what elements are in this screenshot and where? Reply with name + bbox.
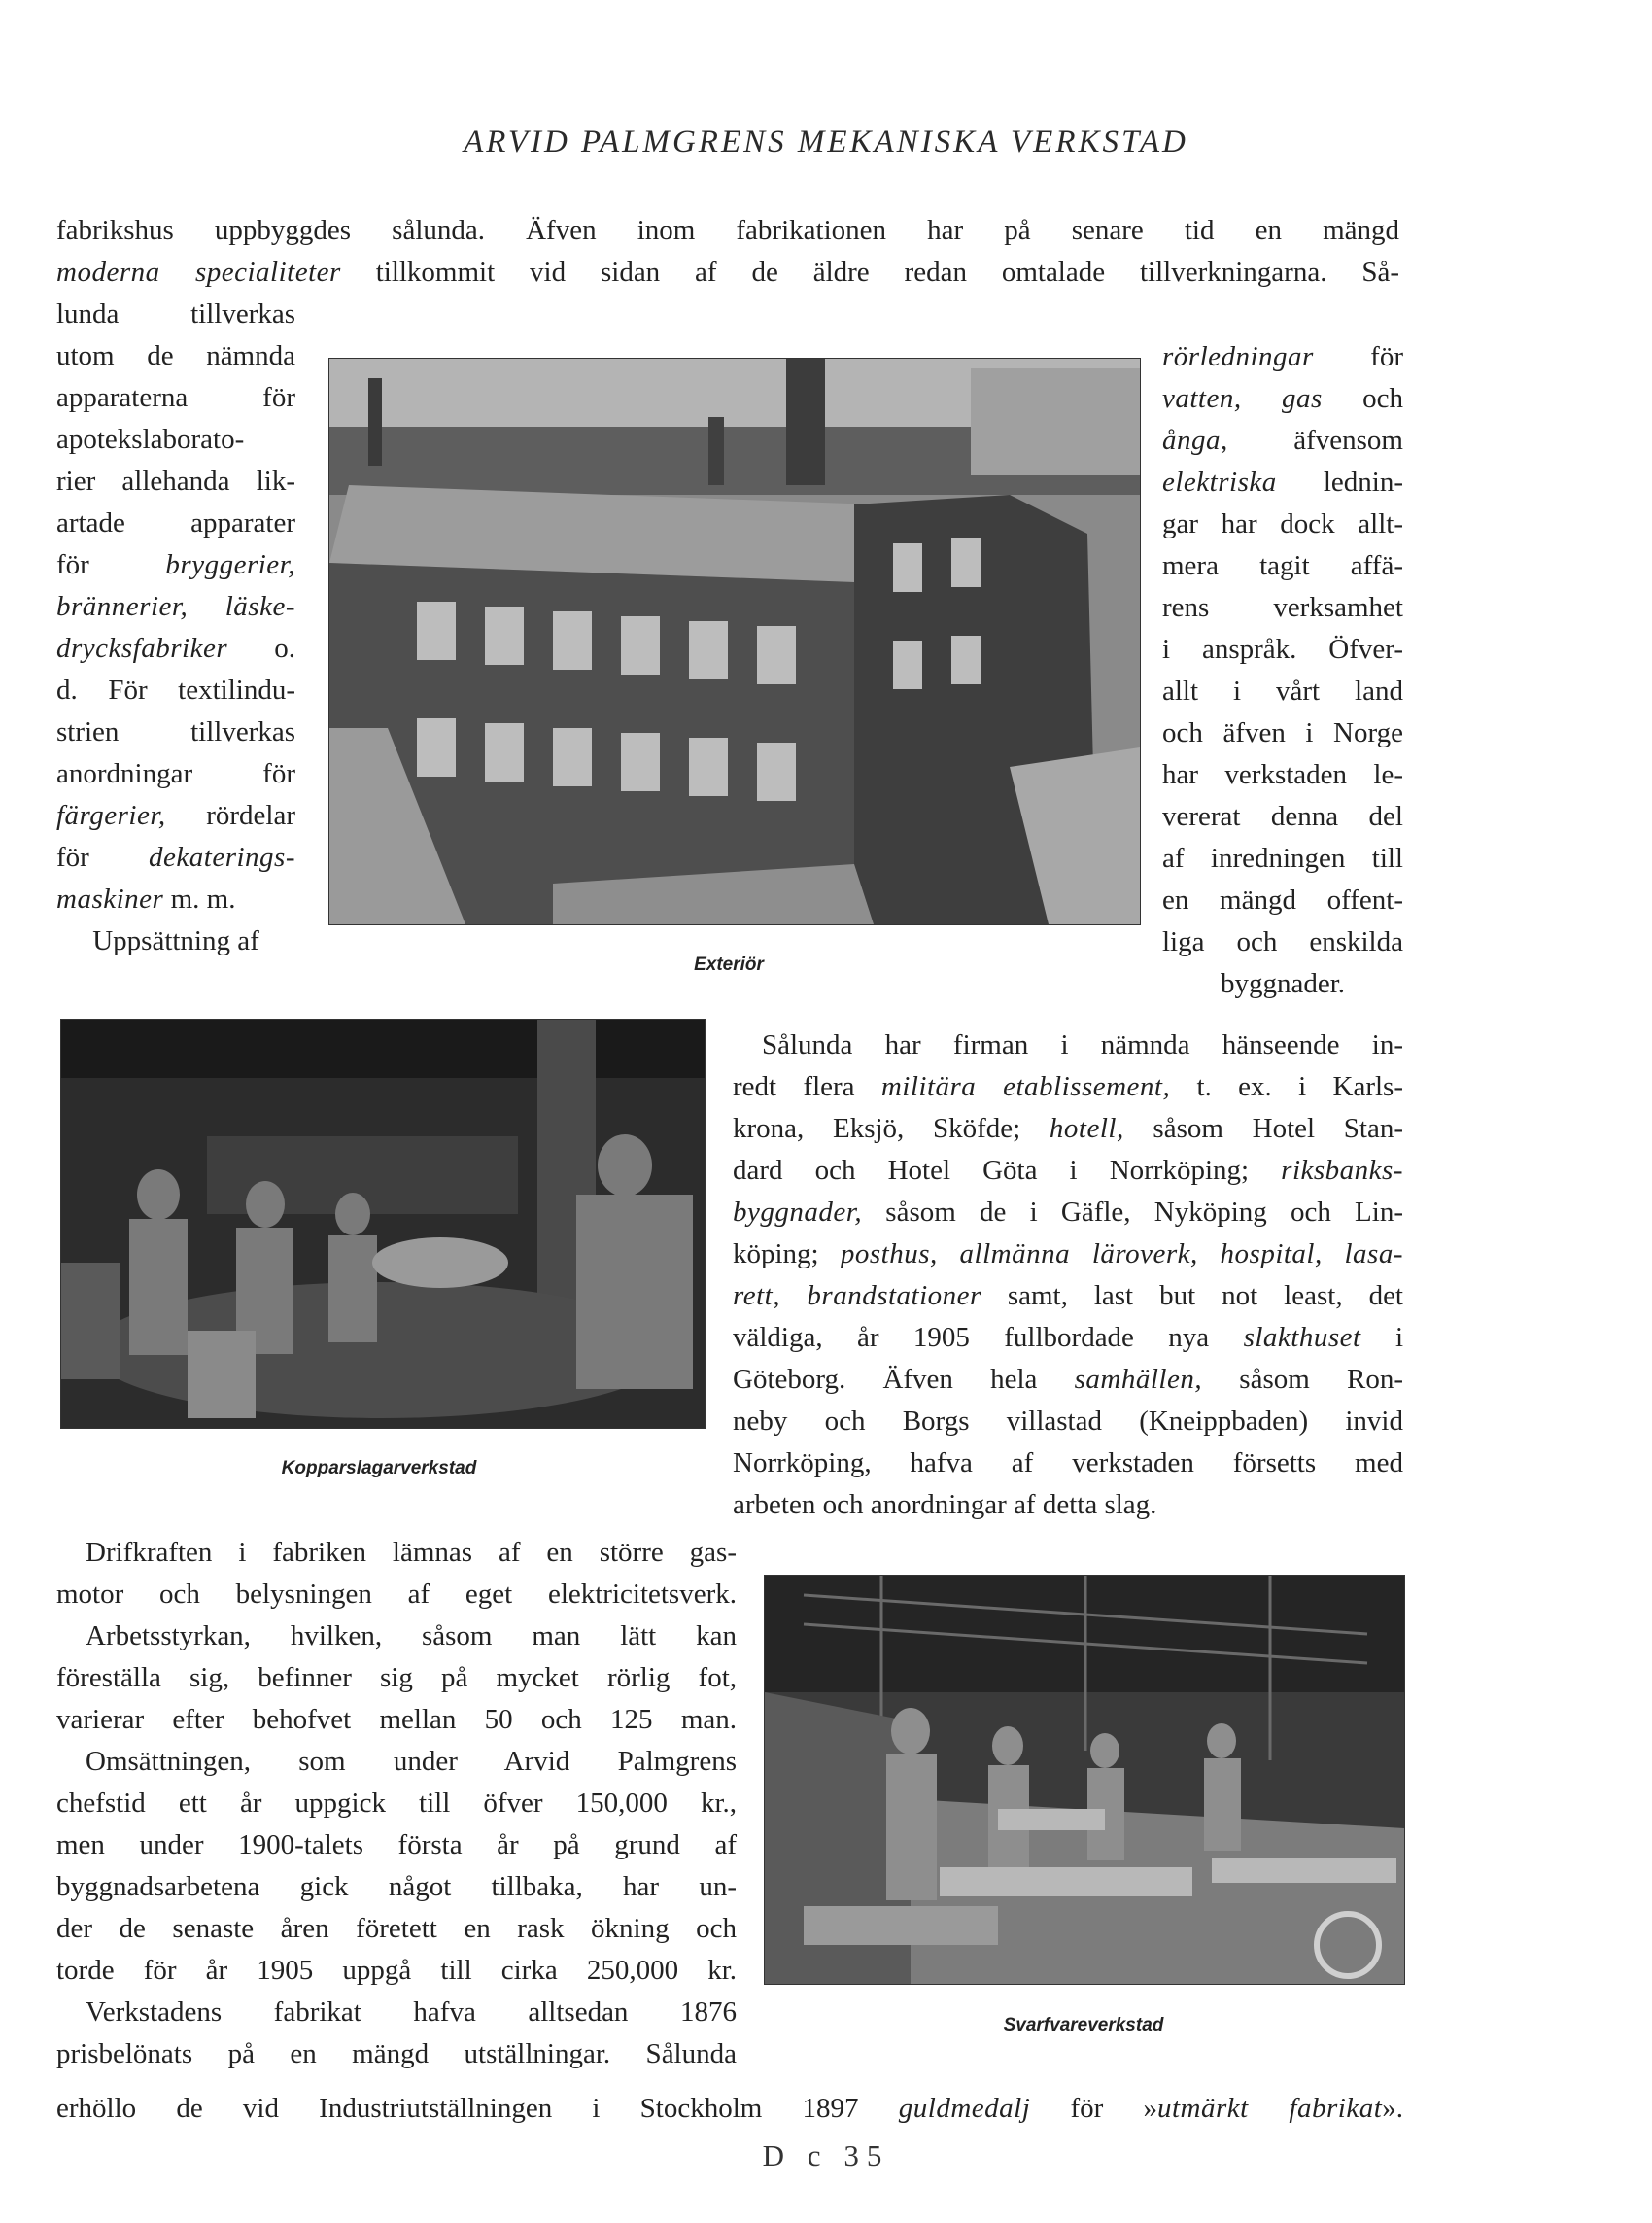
emphasis: drycksfabriker xyxy=(56,633,228,664)
final-line xyxy=(56,2088,1403,2130)
text-line: rörledningar för xyxy=(1162,341,1403,372)
emphasis: guldmedalj xyxy=(898,2093,1031,2124)
text-line: lunda tillverkas xyxy=(56,298,295,330)
text-line: artade apparater xyxy=(56,507,295,538)
text-line: Arbetsstyrkan, hvilken, såsom man lätt kan xyxy=(86,1620,737,1651)
text-line: liga och enskilda xyxy=(1162,926,1403,957)
text-line: apparaterna för xyxy=(56,382,295,413)
emphasis: vatten, xyxy=(1162,383,1242,414)
text-line: för dekaterings- xyxy=(56,842,295,873)
copper-workshop-photo xyxy=(60,1019,706,1429)
exterior-photo xyxy=(328,358,1141,925)
exterior-photo-art xyxy=(329,359,1140,924)
text-line: chefstid ett år uppgick till öfver 150,000 kr., xyxy=(56,1788,737,1819)
text-line: och äfven i Norge xyxy=(1162,717,1403,748)
text-line: Verkstadens fabrikat hafva alltsedan 1876 xyxy=(86,1997,737,2028)
intro-paragraph xyxy=(56,210,1399,294)
emphasis: slakthuset xyxy=(1243,1322,1361,1353)
text-line: allt i vårt land xyxy=(1162,676,1403,707)
emphasis: militära etablissement, xyxy=(880,1071,1171,1102)
emphasis: dekaterings- xyxy=(149,842,295,873)
text-line: rier allehanda lik- xyxy=(56,466,295,497)
text-line: gar har dock allt- xyxy=(1162,508,1403,539)
emphasis: moderna specialiteter xyxy=(56,257,341,288)
text-line: d. För textilindu- xyxy=(56,675,295,706)
text-line: byggnader, såsom de i Gäfle, Nyköping och Lin- xyxy=(733,1197,1403,1228)
emphasis: samhällen, xyxy=(1074,1364,1203,1395)
text-line: dard och Hotel Göta i Norrköping; riksbanks- xyxy=(733,1155,1403,1186)
emphasis: utmärkt fabrikat xyxy=(1157,2093,1383,2124)
text-line: anordningar för xyxy=(56,758,295,789)
text-line: rens verksamhet xyxy=(1162,592,1403,623)
emphasis: läske- xyxy=(224,591,295,622)
emphasis: posthus, allmänna läroverk, hospital, lasa- xyxy=(840,1238,1404,1269)
text-line: byggnader. xyxy=(1220,968,1346,999)
text-line: mera tagit affä- xyxy=(1162,550,1403,581)
text-line: men under 1900-talets första år på grund af xyxy=(56,1829,737,1860)
text-line: färgerier, rördelar xyxy=(56,800,295,831)
emphasis: färgerier, xyxy=(56,800,166,831)
emphasis: ånga, xyxy=(1162,425,1228,456)
copper-workshop-caption: Kopparslagarverkstad xyxy=(281,1458,477,1478)
text-line: Norrköping, hafva af verkstaden försetts med xyxy=(733,1447,1403,1478)
lathe-workshop-photo-art xyxy=(765,1576,1404,1984)
emphasis: byggnader, xyxy=(733,1197,863,1228)
text-line: apotekslaborato- xyxy=(56,424,245,455)
text-line: arbeten och anordningar af detta slag. xyxy=(733,1489,1157,1520)
text-line: Uppsättning af xyxy=(92,925,259,956)
emphasis: hotell, xyxy=(1049,1113,1124,1144)
copper-workshop-photo-art xyxy=(61,1020,705,1428)
text-line: rett, brandstationer samt, last but not least, det xyxy=(733,1280,1403,1311)
text-line: köping; posthus, allmänna läroverk, hospital, lasa- xyxy=(733,1238,1404,1269)
text-line: redt flera militära etablissement, t. ex. i Karls- xyxy=(733,1071,1403,1102)
emphasis: brännerier, xyxy=(56,591,189,622)
lower-column-text xyxy=(56,1532,737,2075)
text-line: Sålunda har firman i nämnda hänseende in- xyxy=(762,1029,1403,1060)
text-line: maskiner m. m. xyxy=(56,884,236,915)
text-line: torde för år 1905 uppgå till cirka 250,000 kr. xyxy=(56,1955,737,1986)
text-line: byggnadsarbetena gick något tillbaka, har un- xyxy=(56,1871,737,1902)
text-line: moderna specialiteter tillkommit vid sidan af de äldre redan omtalade tillverkningarna. Så- xyxy=(56,257,1399,288)
text-line: neby och Borgs villastad (Kneippbaden) invid xyxy=(733,1406,1403,1437)
text-line: drycksfabriker o. xyxy=(56,633,295,664)
text-line xyxy=(56,586,295,628)
text-line: der de senaste åren företett en rask ökning och xyxy=(56,1913,737,1944)
exterior-caption: Exteriör xyxy=(694,955,764,975)
left-column-text xyxy=(56,294,295,962)
text-line: fabrikshus uppbyggdes sålunda. Äfven inom fabrikationen har på senare tid en mängd xyxy=(56,215,1399,246)
running-header: ARVID PALMGRENS MEKANISKA VERKSTAD xyxy=(464,124,1188,159)
emphasis: elektriska xyxy=(1162,467,1277,498)
text-line: vererat denna del xyxy=(1162,801,1403,832)
text-line: varierar efter behofvet mellan 50 och 125 man. xyxy=(56,1704,737,1735)
emphasis: rörledningar xyxy=(1162,341,1314,372)
page-folio: D c 35 xyxy=(762,2138,890,2172)
emphasis: bryggerier, xyxy=(165,549,295,580)
emphasis: gas xyxy=(1281,383,1323,414)
text-line: föreställa sig, befinner sig på mycket rörlig fot, xyxy=(56,1662,737,1693)
lathe-workshop-caption: Svarfvareverkstad xyxy=(1003,2015,1164,2035)
text-line: vatten, gas och xyxy=(1162,383,1403,414)
text-line: strien tillverkas xyxy=(56,716,295,747)
text-line: Göteborg. Äfven hela samhällen, såsom Ron- xyxy=(733,1364,1404,1395)
text-line: i anspråk. Öfver- xyxy=(1162,634,1403,665)
emphasis: riksbanks- xyxy=(1281,1155,1403,1186)
text-line: krona, Eksjö, Sköfde; hotell, såsom Hotel Stan- xyxy=(733,1113,1403,1144)
text-line: af inredningen till xyxy=(1162,843,1403,874)
text-line: prisbelönats på en mängd utställningar. Sålunda xyxy=(56,2038,737,2069)
text-line: ånga, äfvensom xyxy=(1162,425,1403,456)
text-line: väldiga, år 1905 fullbordade nya slakthuset i xyxy=(733,1322,1403,1353)
text-line: har verkstaden le- xyxy=(1162,759,1403,790)
right-column-text xyxy=(1162,336,1403,1005)
text-line: en mängd offent- xyxy=(1162,885,1403,916)
emphasis: maskiner xyxy=(56,884,164,915)
text-line: erhöllo de vid Industriutställningen i Stockholm 1897 guldmedalj för »utmärkt fabrikat». xyxy=(56,2093,1403,2124)
mid-column-text xyxy=(733,1025,1403,1526)
text-line: för bryggerier, xyxy=(56,549,295,580)
text-line: elektriska lednin- xyxy=(1162,467,1403,498)
text-line: motor och belysningen af eget elektricitetsverk. xyxy=(56,1579,737,1610)
text-line: Omsättningen, som under Arvid Palmgrens xyxy=(86,1746,737,1777)
text-line: Drifkraften i fabriken lämnas af en större gas- xyxy=(86,1537,737,1568)
lathe-workshop-photo xyxy=(764,1575,1405,1985)
emphasis: rett, brandstationer xyxy=(733,1280,981,1311)
text-line: utom de nämnda xyxy=(56,340,295,371)
